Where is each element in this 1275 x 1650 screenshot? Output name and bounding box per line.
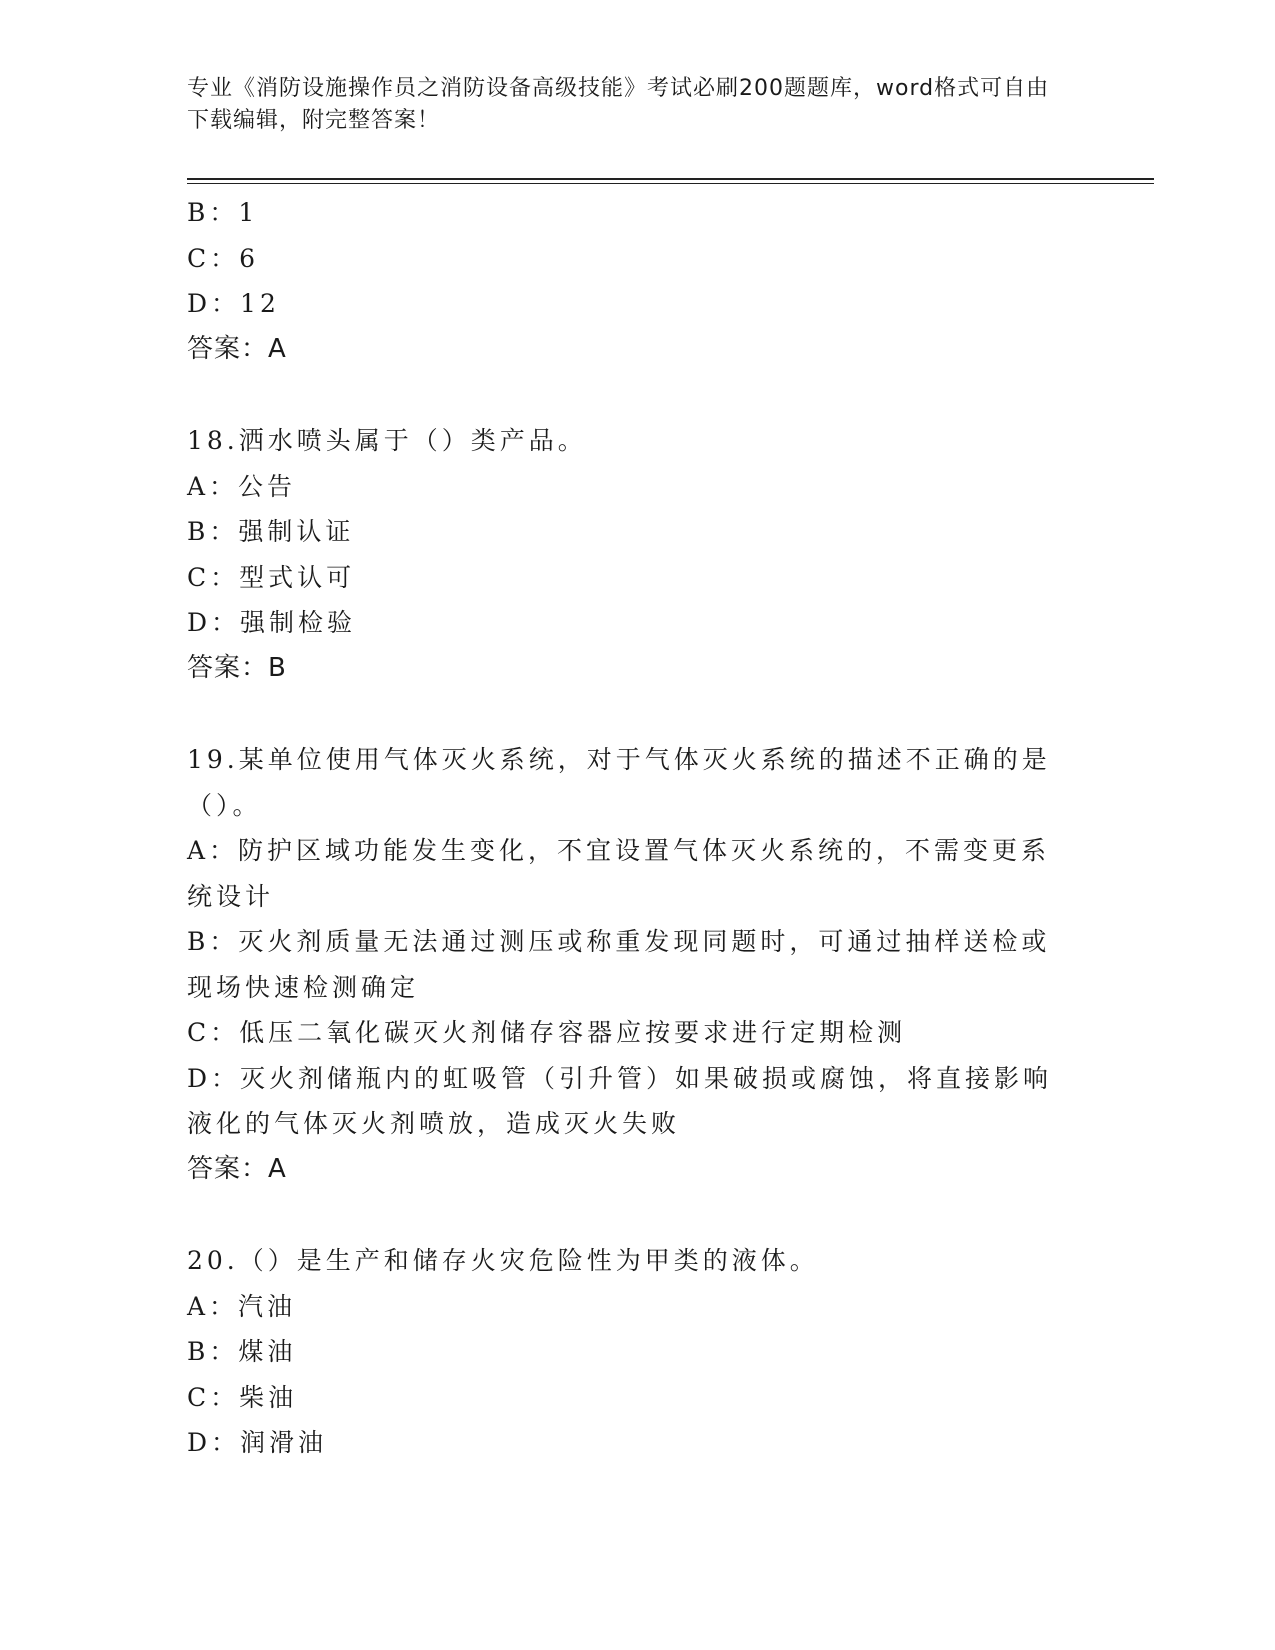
question-17-tail [187,190,1087,372]
option-c: C：型式认可 [187,562,356,592]
question-18 [187,418,1087,691]
question-20 [187,1238,1087,1466]
question-19 [187,737,1087,1192]
option-b: B：灭火剂质量无法通过测压或称重发现同题时，可通过抽样送检或现场快速检测确定 [187,927,1051,1002]
option-d: D：润滑油 [187,1428,328,1457]
option-d: D：12 [187,289,280,318]
question-stem: 20.（）是生产和储存火灾危险性为甲类的液体。 [187,1246,819,1275]
question-content [187,190,1087,1466]
question-stem: 19.某单位使用气体灭火系统，对于气体灭火系统的描述不正确的是（）。 [187,745,1051,820]
option-c: C：柴油 [187,1382,298,1412]
option-b: B：强制认证 [187,517,355,546]
answer: 答案：A [187,1153,287,1184]
option-b: B：煤油 [187,1337,297,1366]
spacer [187,372,1087,418]
answer: 答案：B [187,652,287,683]
spacer [187,691,1087,737]
header-divider-thin [187,183,1154,184]
answer: 答案：A [187,333,287,364]
spacer [187,1192,1087,1238]
option-a: A：公告 [187,471,297,501]
option-a: A：汽油 [187,1291,297,1321]
option-d: D：强制检验 [187,608,357,637]
option-c: C：6 [187,243,260,273]
header-divider-thick [187,178,1154,180]
option-d: D：灭火剂储瓶内的虹吸管（引升管）如果破损或腐蚀，将直接影响液化的气体灭火剂喷放，造成灭火失败 [187,1063,1053,1138]
option-b: B：1 [187,198,259,227]
option-c: C：低压二氧化碳灭火剂储存容器应按要求进行定期检测 [187,1018,907,1047]
document-header: 专业《消防设施操作员之消防设备高级技能》考试必刷200题题库，word格式可自由下载编辑，附完整答案！ [187,76,1050,133]
option-a: A：防护区域功能发生变化，不宜设置气体灭火系统的，不需变更系统设计 [187,836,1051,911]
question-stem: 18.洒水喷头属于（）类产品。 [187,426,587,455]
